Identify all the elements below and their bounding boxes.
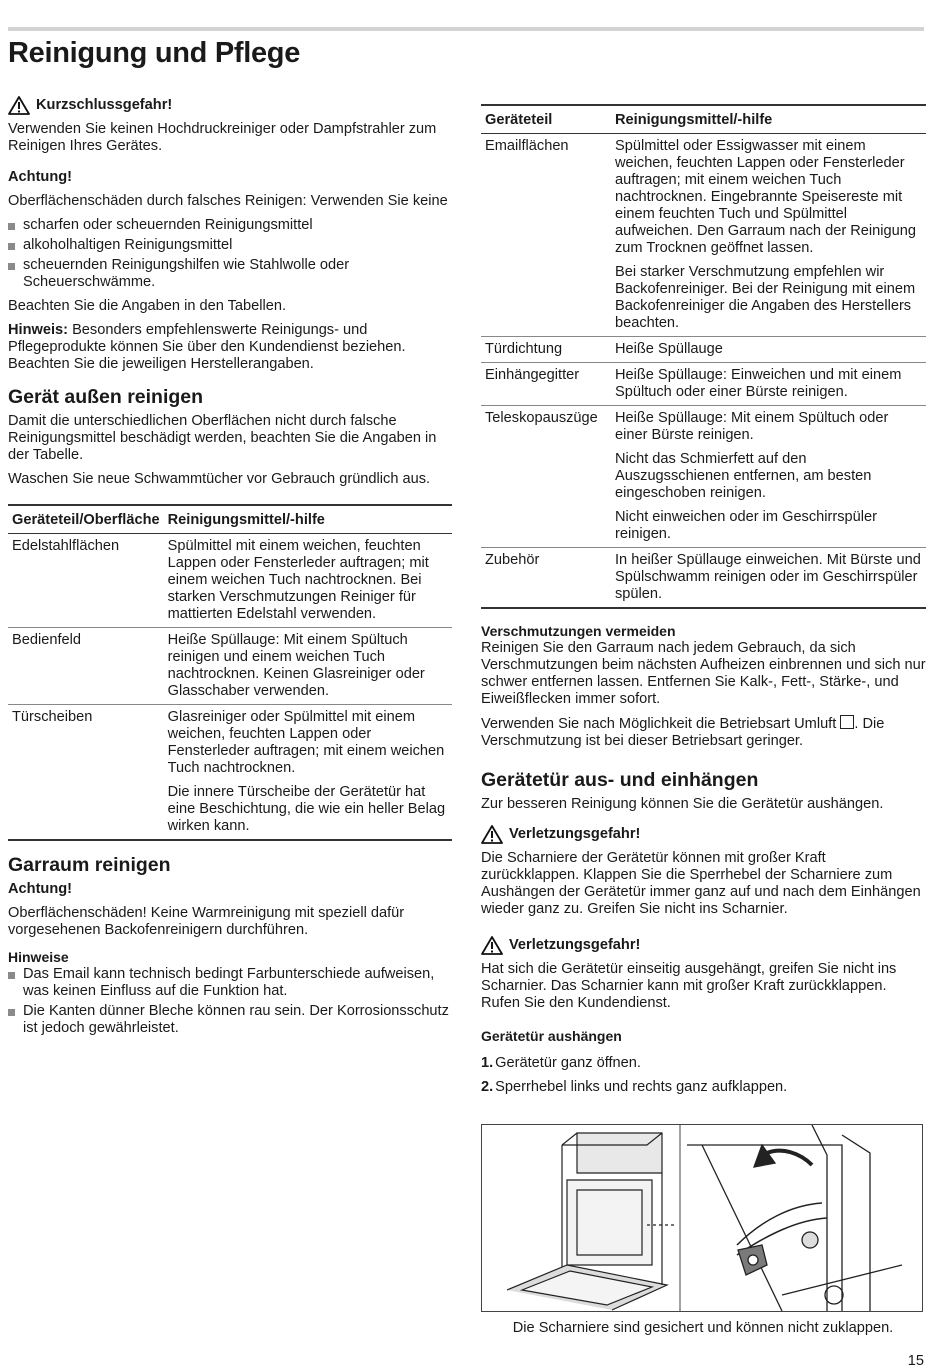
list-item: Das Email kann technisch bedingt Farbunterschiede aufweisen, was keinen Einfluss auf die Funktion hat. bbox=[8, 966, 452, 1000]
hints-heading: Hinweise bbox=[8, 949, 69, 965]
warning-icon bbox=[481, 936, 503, 955]
attention-label: Achtung! bbox=[8, 881, 73, 897]
table-row: Zubehör In heißer Spüllauge einweichen. Mit Bürste und Spülschwamm reinigen oder im Geschirrspüler spülen. bbox=[481, 548, 926, 609]
attention-text: Oberflächenschäden! Keine Warmreinigung mit speziell dafür vorgesehenen Backofenreinigern durchführen. bbox=[8, 905, 405, 938]
table-row: Teleskopauszüge Heiße Spüllauge: Mit einem Spültuch oder einer Bürste reinigen. Nicht das Schmierfett auf den Auszugsschienen entfernen, am besten eingeschoben reinigen. Nicht einweichen oder im Geschirrspüler reinigen. bbox=[481, 406, 926, 548]
heading-avoid-dirt: Verschmutzungen vermeiden bbox=[481, 623, 676, 639]
column-header: Reinigungsmittel/-hilfe bbox=[611, 105, 926, 134]
warning-text: Hat sich die Gerätetür einseitig ausgehängt, greifen Sie nicht ins Scharnier. Das Scharnier kann mit großer Kraft zurückklappen. Rufen Sie den Kundendienst. bbox=[481, 961, 897, 1011]
table-row: Emailflächen Spülmittel oder Essigwasser mit einem weichen, feuchten Lappen oder Fensterleder auftragen; mit einem weichen Tuch nachtrocknen. Eingebrannte Speisereste mit einem feuchten Tuch und Spülmittel aufweichen. Den Garraum nach der Reinigung zum Trocknen geöffnet lassen. Bei starker Verschmutzung empfehlen wir Backofenreiniger. Bei der Reinigung mit einem Backofenreiniger die Angaben des Herstellers beachten. bbox=[481, 134, 926, 337]
table-row: Bedienfeld Heiße Spüllauge: Mit einem Spültuch reinigen und einem weichen Tuch nachtrocknen. Keinen Glasreiniger oder Glasschaber verwenden. bbox=[8, 628, 452, 705]
heading-clean-outside: Gerät außen reinigen bbox=[8, 386, 204, 408]
column-header: Geräteteil bbox=[481, 105, 611, 134]
table-row: Einhängegitter Heiße Spüllauge: Einweichen und mit einem Spültuch oder einer Bürste reinigen. bbox=[481, 363, 926, 406]
hint-label: Hinweis: bbox=[8, 322, 69, 338]
heading-remove-door: Gerätetür aushängen bbox=[481, 1028, 622, 1044]
paragraph: Damit die unterschiedlichen Oberflächen nicht durch falsche Reinigungsmittel beschädigt werden, beachten Sie die Angaben in der Tabelle. bbox=[8, 413, 437, 463]
list-item: scharfen oder scheuernden Reinigungsmittel bbox=[8, 217, 452, 234]
oven-illustration bbox=[482, 1125, 678, 1311]
warning-icon bbox=[481, 825, 503, 844]
left-column bbox=[8, 96, 452, 1044]
heading-clean-oven: Garraum reinigen bbox=[8, 854, 171, 876]
warning-icon bbox=[8, 96, 30, 115]
figure-caption: Die Scharniere sind gesichert und können nicht zuklappen. bbox=[512, 1320, 894, 1336]
cleaning-table-oven bbox=[481, 104, 926, 609]
table-row: Edelstahlflächen Spülmittel mit einem weichen, feuchten Lappen oder Fensterleder auftragen; mit einem weichen Tuch nachtrocknen. Bei starken Verschmutzungen Reiniger für mattierten Edelstahl verwenden. bbox=[8, 534, 452, 628]
hinge-detail bbox=[687, 1125, 902, 1311]
paragraph: Verwenden Sie nach Möglichkeit die Betriebsart Umluft . Die Verschmutzung ist bei dieser Betriebsart geringer. bbox=[481, 716, 885, 749]
heading-door: Gerätetür aus- und einhängen bbox=[481, 769, 759, 791]
steps-list bbox=[481, 1055, 926, 1096]
column-header: Geräteteil/Oberfläche bbox=[8, 505, 164, 534]
convection-fan-icon bbox=[840, 715, 854, 729]
column-header: Reinigungsmittel/-hilfe bbox=[164, 505, 452, 534]
hinge-illustration bbox=[481, 1124, 923, 1312]
paragraph: Waschen Sie neue Schwammtücher vor Gebrauch gründlich aus. bbox=[8, 471, 431, 487]
bullet-list bbox=[8, 217, 452, 291]
table-row: Türscheiben Glasreiniger oder Spülmittel mit einem weichen, feuchten Lappen oder Fensterleder auftragen; mit einem weichen Tuch nachtrocknen. Die innere Türscheibe der Gerätetür hat eine Beschichtung, die wie ein heller Belag wirken kann. bbox=[8, 705, 452, 841]
warning-text: Die Scharniere der Gerätetür können mit großer Kraft zurückklappen. Klappen Sie die Sperrhebel der Scharniere zum Aushängen der Gerätetür immer ganz auf und nach dem Einhängen wieder ganz zu. Greifen Sie nicht ins Scharnier. bbox=[481, 850, 921, 917]
warning-title: Kurzschlussgefahr! bbox=[36, 97, 173, 113]
right-column bbox=[481, 104, 926, 1103]
list-item: 1. Gerätetür ganz öffnen. bbox=[481, 1055, 641, 1071]
list-item: Die Kanten dünner Bleche können rau sein. Der Korrosionsschutz ist jedoch gewährleistet. bbox=[8, 1003, 452, 1037]
hint-paragraph: Hinweis: Besonders empfehlenswerte Reinigungs- und Pflegeprodukte können Sie über den Kundendienst beziehen. Beachten Sie die jeweiligen Herstellerangaben. bbox=[8, 322, 406, 372]
warning-short-circuit bbox=[8, 96, 452, 115]
cleaning-table-outside bbox=[8, 504, 452, 841]
warning-title: Verletzungsgefahr! bbox=[509, 937, 641, 953]
warning-title: Verletzungsgefahr! bbox=[509, 826, 641, 842]
paragraph: Zur besseren Reinigung können Sie die Gerätetür aushängen. bbox=[481, 796, 884, 812]
warning-injury-1 bbox=[481, 825, 926, 844]
paragraph: Reinigen Sie den Garraum nach jedem Gebrauch, da sich Verschmutzungen beim nächsten Aufheizen einbrennen und sich nur schwer entfernen lassen. Entfernen Sie Kalk-, Fett-, Stärke-, und Eiweißflecken immer sofort. bbox=[481, 640, 926, 707]
page-number: 15 bbox=[907, 1353, 924, 1369]
bullet-list bbox=[8, 966, 452, 1037]
note-tables: Beachten Sie die Angaben in den Tabellen. bbox=[8, 298, 287, 314]
list-item: scheuernden Reinigungshilfen wie Stahlwolle oder Scheuerschwämme. bbox=[8, 257, 452, 291]
warning-injury-2 bbox=[481, 936, 926, 955]
list-item: 2. Sperrhebel links und rechts ganz aufklappen. bbox=[481, 1079, 788, 1095]
table-row: Türdichtung Heiße Spüllauge bbox=[481, 337, 926, 363]
page-title: Reinigung und Pflege bbox=[8, 37, 301, 69]
attention-text: Oberflächenschäden durch falsches Reinigen: Verwenden Sie keine bbox=[8, 193, 448, 209]
top-rule bbox=[8, 27, 924, 31]
attention-label: Achtung! bbox=[8, 169, 73, 185]
warning-text: Verwenden Sie keinen Hochdruckreiniger oder Dampfstrahler zum Reinigen Ihres Gerätes. bbox=[8, 121, 437, 154]
list-item: alkoholhaltigen Reinigungsmittel bbox=[8, 237, 452, 254]
